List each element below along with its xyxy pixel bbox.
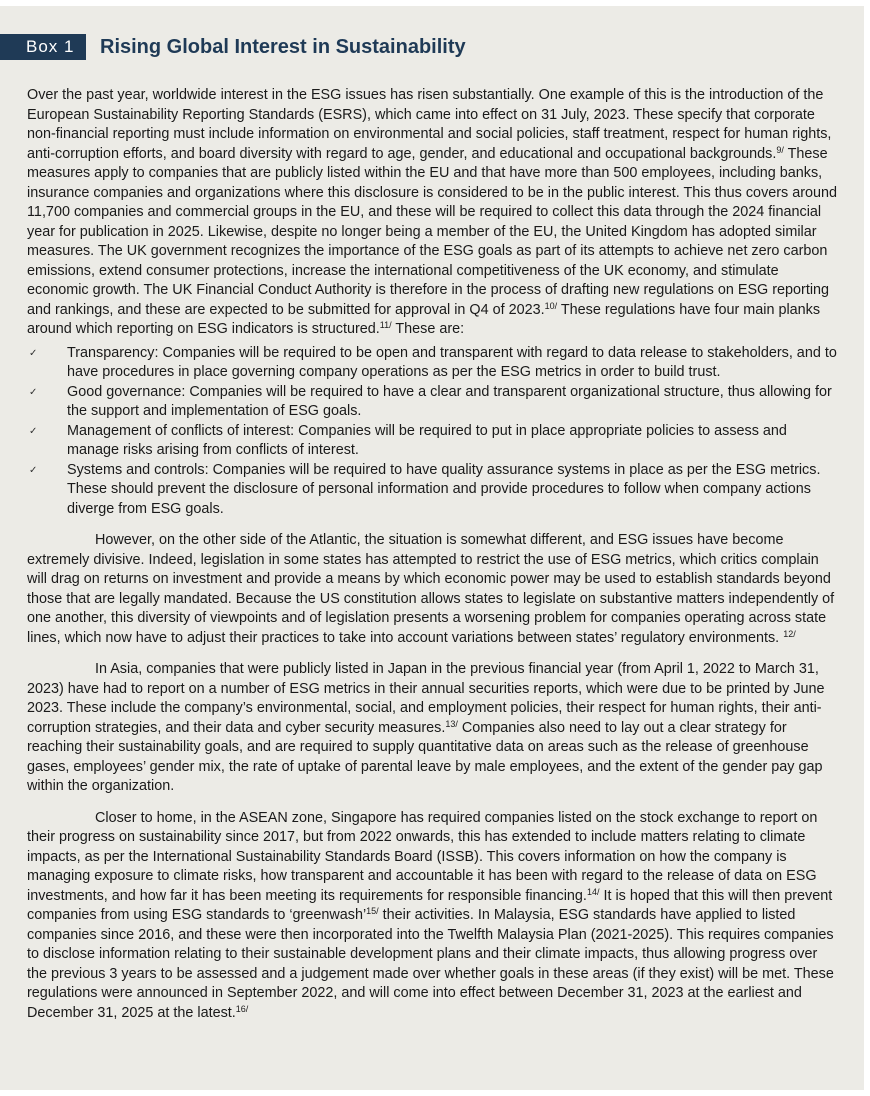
list-item-text: Management of conflicts of interest: Companies will be required to put in place appropriate policies to assess and manage risks arising from conflicts of interest. xyxy=(67,422,787,458)
checkmark-icon: ✓ xyxy=(29,425,38,437)
esg-planks-list xyxy=(27,344,839,520)
paragraph-us xyxy=(27,531,839,648)
list-item xyxy=(27,383,839,422)
list-item-text: Systems and controls: Companies will be required to have quality assurance systems in place as per the ESG metrics. These should prevent the disclosure of personal information and provide procedures to follow when company actions diverge from ESG goals. xyxy=(67,461,821,517)
footnote-ref-13: 13/ xyxy=(445,718,458,729)
footnote-ref-14: 14/ xyxy=(586,886,600,897)
box-title: Rising Global Interest in Sustainability xyxy=(100,36,466,58)
paragraph-japan xyxy=(27,660,839,797)
checkmark-icon: ✓ xyxy=(29,386,38,398)
paragraph-text: Companies also need to lay out a clear strategy for reaching their sustainability goals, and are required to supply quantitative data on areas such as the release of greenhouse gases, employees’ gender mix, the rate of uptake of parental leave by male employees, and the extent of the gender pay gap within the organization. xyxy=(27,719,823,794)
paragraph-text: Over the past year, worldwide interest in the ESG issues has risen substantially. One example of this is the introduction of the European Sustainability Reporting Standards (ESRS), which came into effect on 31 July, 2023. These specify that corporate non-financial reporting must include information on environmental and social policies, staff treatment, respect for human rights, anti-corruption efforts, and board diversity with regard to age, gender, and educational and occupational backgrounds. xyxy=(27,87,832,162)
paragraph-text: In Asia, companies that were publicly listed in Japan in the previous financial year (from April 1, 2022 to March 31, 2023) have had to report on a number of ESG metrics in their annual securities reports, which were due to be printed by June 2023. These include the company’s environmental, social, and employment policies, their respect for human rights, their anti-corruption strategies, and their data and cyber security measures. xyxy=(27,661,825,736)
paragraph-text: Closer to home, in the ASEAN zone, Singapore has required companies listed on the stock exchange to report on their progress on sustainability since 2017, but from 2022 onwards, this has extended to include matters relating to climate impacts, as per the International Sustainability Standards Board (ISSB). This covers information on how the company is managing exposure to climate risks, how transparent and accountable it has been with regard to the release of data on ESG investments, and how far it has been meeting its requirements for responsible financing. xyxy=(27,809,818,904)
checkmark-icon: ✓ xyxy=(29,347,38,359)
paragraph-text: These are: xyxy=(391,321,465,337)
paragraph-europe-uk xyxy=(27,86,839,340)
paragraph-text: It is hoped that this will then prevent companies from using ESG standards to ‘greenwash’ xyxy=(27,887,833,923)
footnote-ref-9: 9/ xyxy=(776,144,784,155)
paragraph-text: their activities. In Malaysia, ESG standards have applied to listed companies since 2016, and these were then incorporated into the Twelfth Malaysia Plan (2021-2025). This requires companies to disclose information relating to their sustainable development plans and their climate impacts, thus allowing progress over the previous 3 years to be assessed and a judgement made over whether goals in these areas (if they exist) will be met. These regulations were announced in September 2022, and will come into effect between December 31, 2023 at the earliest and December 31, 2025 at the latest. xyxy=(27,907,834,1021)
footnote-ref-16: 16/ xyxy=(235,1003,249,1014)
list-item xyxy=(27,461,839,520)
paragraph-text: These regulations have four main planks around which reporting on ESG indicators is structured. xyxy=(27,301,821,337)
list-item-text: Transparency: Companies will be required to be open and transparent with regard to data release to stakeholders, and to have procedures in place governing company operations as per the ESG metrics in order to build trust. xyxy=(67,344,837,380)
box-number-label: Box 1 xyxy=(0,34,86,60)
list-item xyxy=(27,344,839,383)
box-content xyxy=(27,86,839,1023)
paragraph-text: These measures apply to companies that are publicly listed within the EU and that have more than 500 employees, including banks, insurance companies and organizations where this disclosure is considered to be in the public interest. This thus covers around 11,700 companies and commercial groups in the EU, and these will be required to collect this data through the 2024 financial year for publication in 2025. Likewise, despite no longer being a member of the EU, the United Kingdom has adopted similar measures. The UK government recognizes the importance of the ESG goals as part of its attempts to achieve net zero carbon emissions, extend consumer protections, increase the international competitiveness of the UK economy, and stimulate economic growth. The UK Financial Conduct Authority is therefore in the process of drafting new regulations on ESG reporting and rankings, and these are expected to be submitted for approval in Q4 of 2023. xyxy=(27,145,838,318)
footnote-ref-10: 10/ xyxy=(544,300,558,311)
footnote-ref-15: 15/ xyxy=(366,906,379,916)
list-item-text: Good governance: Companies will be required to have a clear and transparent organizational structure, thus allowing for the support and implementation of ESG goals. xyxy=(67,383,832,419)
checkmark-icon: ✓ xyxy=(29,464,38,476)
paragraph-asean xyxy=(27,809,839,1024)
box-panel xyxy=(0,6,864,1090)
paragraph-text: However, on the other side of the Atlantic, the situation is somewhat different, and ESG issues have become extremely divisive. Indeed, legislation in some states has attempted to restrict the use of ESG metrics, which critics complain will drag on returns on investment and provide a means by which economic power may be used to establish standards beyond those that are legally mandated. Because the US constitution allows states to legislate on substantive matters independently of one another, this diversity of viewpoints and of legislation presents a worsening problem for companies operating across state lines, which now have to adjust their practices to take into account variations between states’ regulatory environments. xyxy=(27,532,835,646)
list-item xyxy=(27,422,839,461)
box-header xyxy=(0,34,466,60)
footnote-ref-11: 11/ xyxy=(379,320,392,330)
footnote-ref-12: 12/ xyxy=(783,628,796,639)
